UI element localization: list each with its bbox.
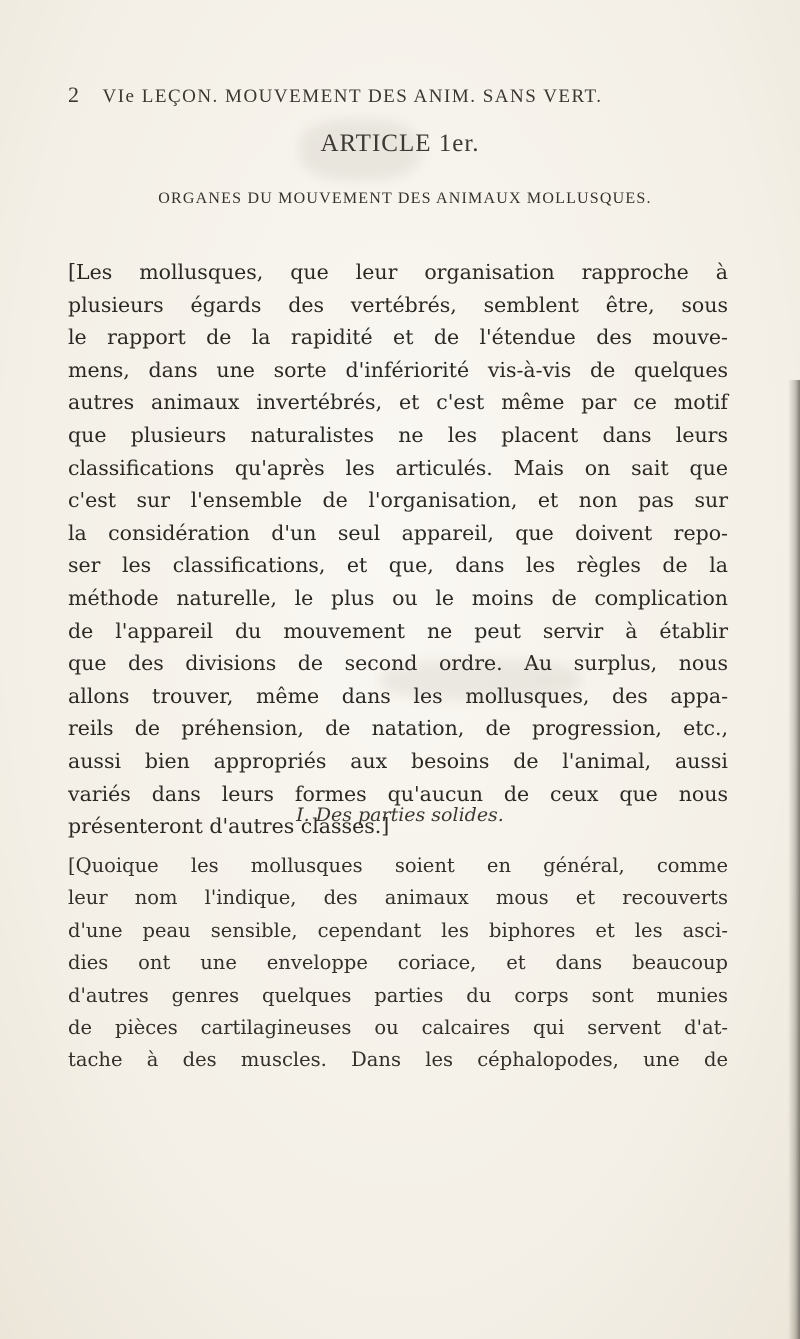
paragraph-2 <box>68 850 728 1077</box>
text-line: que plusieurs naturalistes ne les placent dans leurs <box>68 422 728 447</box>
text-line: mens, dans une sorte d'infériorité vis-à-vis de quelques <box>68 357 728 382</box>
text-line: que des divisions de second ordre. Au surplus, nous <box>68 651 728 676</box>
paragraph-1 <box>68 256 728 843</box>
text-line: leur nom l'indique, des animaux mous et recouverts <box>68 886 728 910</box>
text-line: c'est sur l'ensemble de l'organisation, et non pas sur <box>68 488 728 513</box>
text-line: variés dans leurs formes qu'aucun de ceux que nous <box>68 781 728 806</box>
article-title: ARTICLE 1er. <box>320 130 480 157</box>
text-line: de pièces cartilagineuses ou calcaires qui servent d'at- <box>68 1015 728 1039</box>
text-line: allons trouver, même dans les mollusques, des appa- <box>68 683 728 708</box>
text-line: [Quoique les mollusques soient en général, comme <box>68 854 728 877</box>
text-line: aussi bien appropriés aux besoins de l'animal, aussi <box>68 748 728 773</box>
text-line: tache à des muscles. Dans les céphalopodes, une de <box>68 1048 728 1072</box>
subheading: I. Des parties solides. <box>296 804 504 826</box>
running-head-title: VIe LEÇON. MOUVEMENT DES ANIM. SANS VERT. <box>102 86 603 107</box>
text-line: méthode naturelle, le plus ou le moins de complication <box>68 585 728 610</box>
section-heading: ORGANES DU MOUVEMENT DES ANIMAUX MOLLUSQUES. <box>158 190 652 207</box>
text-line: classifications qu'après les articulés. Mais on sait que <box>68 455 728 480</box>
text-line: autres animaux invertébrés, et c'est même par ce motif <box>68 390 728 415</box>
text-line: reils de préhension, de natation, de progression, etc., <box>68 716 728 741</box>
text-line: ser les classifications, et que, dans les règles de la <box>68 553 728 578</box>
text-line: de l'appareil du mouvement ne peut servir à établir <box>68 618 728 643</box>
text-line: présenteront d'autres classes.] <box>68 814 390 839</box>
text-line: d'autres genres quelques parties du corps sont munies <box>68 983 728 1007</box>
text-line: d'une peau sensible, cependant les biphores et les asci- <box>68 918 728 942</box>
text-line: le rapport de la rapidité et de l'étendue des mouve- <box>68 325 728 350</box>
text-line: la considération d'un seul appareil, que doivent repo- <box>68 520 728 545</box>
running-head <box>68 82 728 108</box>
text-line: [Les mollusques, que leur organisation rapproche à <box>68 260 728 284</box>
text-line: plusieurs égards des vertébrés, semblent être, sous <box>68 292 728 317</box>
page-number: 2 <box>68 82 81 107</box>
text-line: dies ont une enveloppe coriace, et dans beaucoup <box>68 951 728 975</box>
page-edge-shadow <box>788 380 800 1339</box>
